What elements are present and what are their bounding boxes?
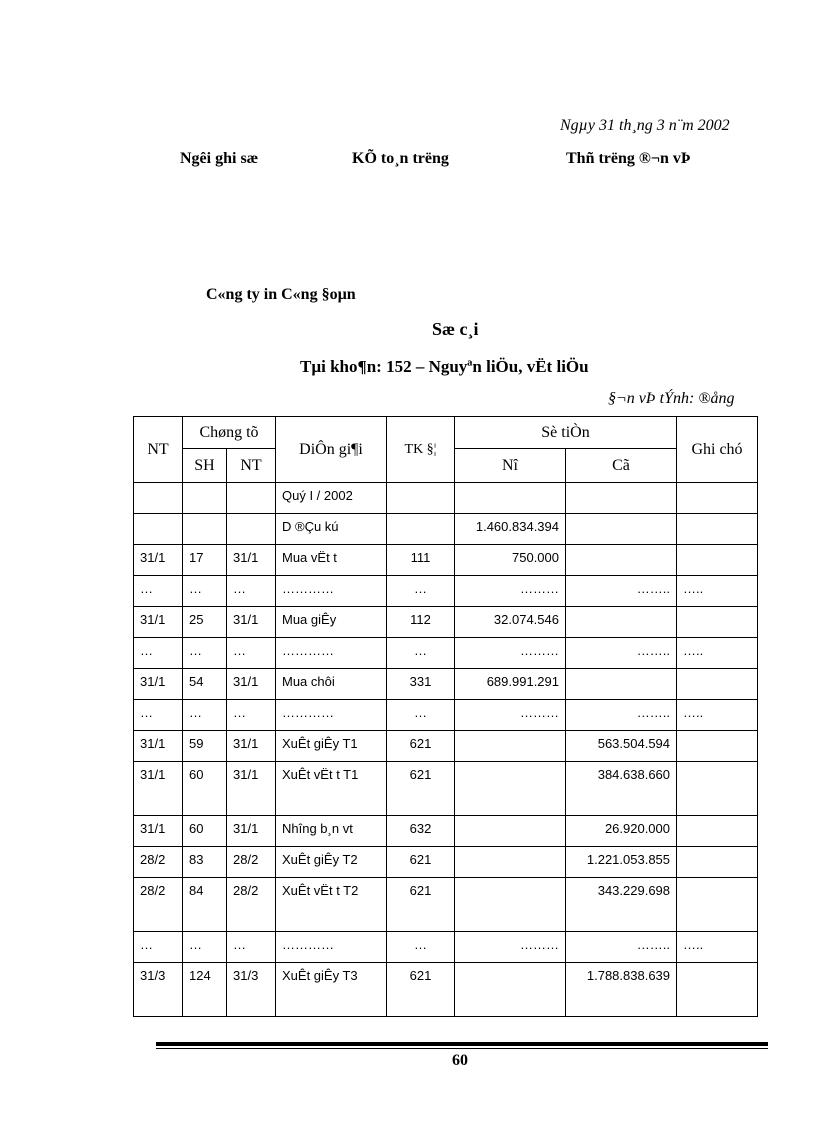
cell-credit: 343.229.698 — [566, 878, 677, 932]
cell-note: ….. — [677, 932, 758, 963]
table-row — [134, 514, 758, 545]
cell-credit: 384.638.660 — [566, 762, 677, 816]
cell-debit — [455, 816, 566, 847]
cell-voucher-number: 84 — [183, 878, 227, 932]
cell-description: ………… — [276, 932, 387, 963]
cell-voucher-number: 60 — [183, 816, 227, 847]
cell-debit: ……… — [455, 700, 566, 731]
cell-voucher-number — [183, 514, 227, 545]
cell-counter-account: 111 — [387, 545, 455, 576]
cell-description: XuÊt giÊy T2 — [276, 847, 387, 878]
cell-date: … — [134, 638, 183, 669]
header-note: Ghi chó — [677, 417, 758, 483]
cell-debit: 689.991.291 — [455, 669, 566, 700]
table-row — [134, 762, 758, 816]
cell-description: XuÊt giÊy T1 — [276, 731, 387, 762]
cell-voucher-number: … — [183, 932, 227, 963]
signature-head: Thñ trëng ®¬n vÞ — [566, 150, 691, 167]
cell-debit: ……… — [455, 576, 566, 607]
cell-debit — [455, 762, 566, 816]
header-credit: Cã — [566, 449, 677, 483]
header-sh: SH — [183, 449, 227, 483]
cell-voucher-date: 31/3 — [227, 963, 276, 1017]
cell-counter-account: 331 — [387, 669, 455, 700]
cell-counter-account: 112 — [387, 607, 455, 638]
cell-counter-account — [387, 514, 455, 545]
header-debit: Nî — [455, 449, 566, 483]
cell-voucher-date: … — [227, 700, 276, 731]
cell-voucher-date: … — [227, 638, 276, 669]
cell-voucher-date — [227, 514, 276, 545]
cell-note — [677, 816, 758, 847]
table-row — [134, 932, 758, 963]
cell-credit: …….. — [566, 932, 677, 963]
table-row — [134, 700, 758, 731]
table-row — [134, 847, 758, 878]
cell-note — [677, 545, 758, 576]
cell-counter-account — [387, 483, 455, 514]
table-row — [134, 483, 758, 514]
table-row — [134, 731, 758, 762]
table-row — [134, 638, 758, 669]
header-nt: NT — [134, 417, 183, 483]
cell-counter-account: … — [387, 700, 455, 731]
cell-note — [677, 963, 758, 1017]
cell-note: ….. — [677, 638, 758, 669]
cell-note — [677, 878, 758, 932]
signature-accountant: KÕ to¸n trëng — [352, 150, 449, 167]
cell-credit: 1.221.053.855 — [566, 847, 677, 878]
cell-date — [134, 483, 183, 514]
account-line: Tµi kho¶n: 152 – Nguyªn liÖu, vËt liÖu — [300, 357, 589, 376]
footer-rule-thin — [156, 1048, 768, 1049]
table-row — [134, 816, 758, 847]
cell-date: … — [134, 700, 183, 731]
cell-voucher-number — [183, 483, 227, 514]
cell-counter-account: 632 — [387, 816, 455, 847]
cell-voucher-date: 31/1 — [227, 669, 276, 700]
cell-description: ………… — [276, 700, 387, 731]
table-row — [134, 545, 758, 576]
cell-date: 31/1 — [134, 669, 183, 700]
cell-credit — [566, 607, 677, 638]
cell-debit: 1.460.834.394 — [455, 514, 566, 545]
cell-description: Quý I / 2002 — [276, 483, 387, 514]
cell-voucher-date: 31/1 — [227, 545, 276, 576]
cell-credit — [566, 669, 677, 700]
cell-voucher-date: 28/2 — [227, 878, 276, 932]
signature-recorder: Ngêi ghi sæ — [180, 150, 259, 167]
cell-counter-account: 621 — [387, 847, 455, 878]
header-tk: TK §¦ — [387, 417, 455, 483]
cell-debit: ……… — [455, 932, 566, 963]
cell-note — [677, 483, 758, 514]
ledger-title: Sæ c¸i — [432, 319, 479, 339]
cell-date: 31/1 — [134, 607, 183, 638]
cell-voucher-number: 25 — [183, 607, 227, 638]
table-row — [134, 576, 758, 607]
cell-note: ….. — [677, 700, 758, 731]
cell-description: ………… — [276, 576, 387, 607]
cell-note — [677, 731, 758, 762]
cell-date: … — [134, 576, 183, 607]
cell-voucher-date: … — [227, 576, 276, 607]
cell-credit: …….. — [566, 638, 677, 669]
unit-line: §¬n vÞ tÝnh: ®ång — [608, 390, 735, 407]
header-amount: Sè tiÒn — [455, 417, 677, 449]
cell-counter-account: 621 — [387, 731, 455, 762]
cell-description: Mua vËt t — [276, 545, 387, 576]
cell-voucher-number: 59 — [183, 731, 227, 762]
cell-date: 31/3 — [134, 963, 183, 1017]
cell-credit: 26.920.000 — [566, 816, 677, 847]
cell-voucher-date: 31/1 — [227, 762, 276, 816]
ledger-body — [134, 483, 758, 1017]
date-line: Ngµy 31 th¸ng 3 n¨m 2002 — [560, 117, 730, 134]
cell-description: Nhîng b¸n vt — [276, 816, 387, 847]
cell-counter-account: … — [387, 932, 455, 963]
cell-debit: ……… — [455, 638, 566, 669]
cell-debit — [455, 878, 566, 932]
cell-date — [134, 514, 183, 545]
cell-debit — [455, 963, 566, 1017]
cell-credit — [566, 514, 677, 545]
cell-note — [677, 847, 758, 878]
cell-date: 31/1 — [134, 545, 183, 576]
cell-counter-account: … — [387, 576, 455, 607]
cell-description: ………… — [276, 638, 387, 669]
cell-credit: …….. — [566, 576, 677, 607]
cell-credit: 1.788.838.639 — [566, 963, 677, 1017]
cell-description: XuÊt vËt t T2 — [276, 878, 387, 932]
page-number: 60 — [452, 1052, 468, 1069]
cell-note — [677, 762, 758, 816]
cell-voucher-date: 31/1 — [227, 607, 276, 638]
cell-counter-account: 621 — [387, 963, 455, 1017]
table-row — [134, 607, 758, 638]
cell-counter-account: 621 — [387, 762, 455, 816]
cell-description: Mua chôi — [276, 669, 387, 700]
cell-voucher-number: 54 — [183, 669, 227, 700]
cell-date: 28/2 — [134, 847, 183, 878]
cell-debit: 750.000 — [455, 545, 566, 576]
cell-voucher-number: 17 — [183, 545, 227, 576]
cell-date: 28/2 — [134, 878, 183, 932]
cell-voucher-number: 83 — [183, 847, 227, 878]
cell-voucher-date: 31/1 — [227, 816, 276, 847]
cell-voucher-date: 31/1 — [227, 731, 276, 762]
cell-note — [677, 514, 758, 545]
cell-description: Mua giÊy — [276, 607, 387, 638]
cell-date: 31/1 — [134, 816, 183, 847]
cell-voucher-number: 124 — [183, 963, 227, 1017]
cell-credit — [566, 483, 677, 514]
cell-voucher-date — [227, 483, 276, 514]
header-description: DiÔn gi¶i — [276, 417, 387, 483]
cell-voucher-number: … — [183, 638, 227, 669]
cell-note — [677, 607, 758, 638]
header-voucher-nt: NT — [227, 449, 276, 483]
cell-date: 31/1 — [134, 762, 183, 816]
header-voucher: Chøng tõ — [183, 417, 276, 449]
cell-description: XuÊt giÊy T3 — [276, 963, 387, 1017]
cell-counter-account: … — [387, 638, 455, 669]
cell-note: ….. — [677, 576, 758, 607]
company-name: C«ng ty in C«ng §oµn — [206, 286, 356, 303]
cell-voucher-number: … — [183, 576, 227, 607]
footer-rule — [156, 1042, 768, 1046]
cell-voucher-number: 60 — [183, 762, 227, 816]
cell-credit: …….. — [566, 700, 677, 731]
cell-voucher-date: 28/2 — [227, 847, 276, 878]
cell-date: 31/1 — [134, 731, 183, 762]
cell-counter-account: 621 — [387, 878, 455, 932]
cell-note — [677, 669, 758, 700]
table-row — [134, 878, 758, 932]
cell-debit — [455, 847, 566, 878]
cell-debit — [455, 483, 566, 514]
cell-description: XuÊt vËt t T1 — [276, 762, 387, 816]
cell-date: … — [134, 932, 183, 963]
cell-credit — [566, 545, 677, 576]
cell-debit — [455, 731, 566, 762]
ledger-table — [133, 416, 758, 1017]
table-row — [134, 963, 758, 1017]
cell-voucher-number: … — [183, 700, 227, 731]
table-row — [134, 669, 758, 700]
cell-description: D ®Çu kú — [276, 514, 387, 545]
cell-debit: 32.074.546 — [455, 607, 566, 638]
cell-credit: 563.504.594 — [566, 731, 677, 762]
cell-voucher-date: … — [227, 932, 276, 963]
